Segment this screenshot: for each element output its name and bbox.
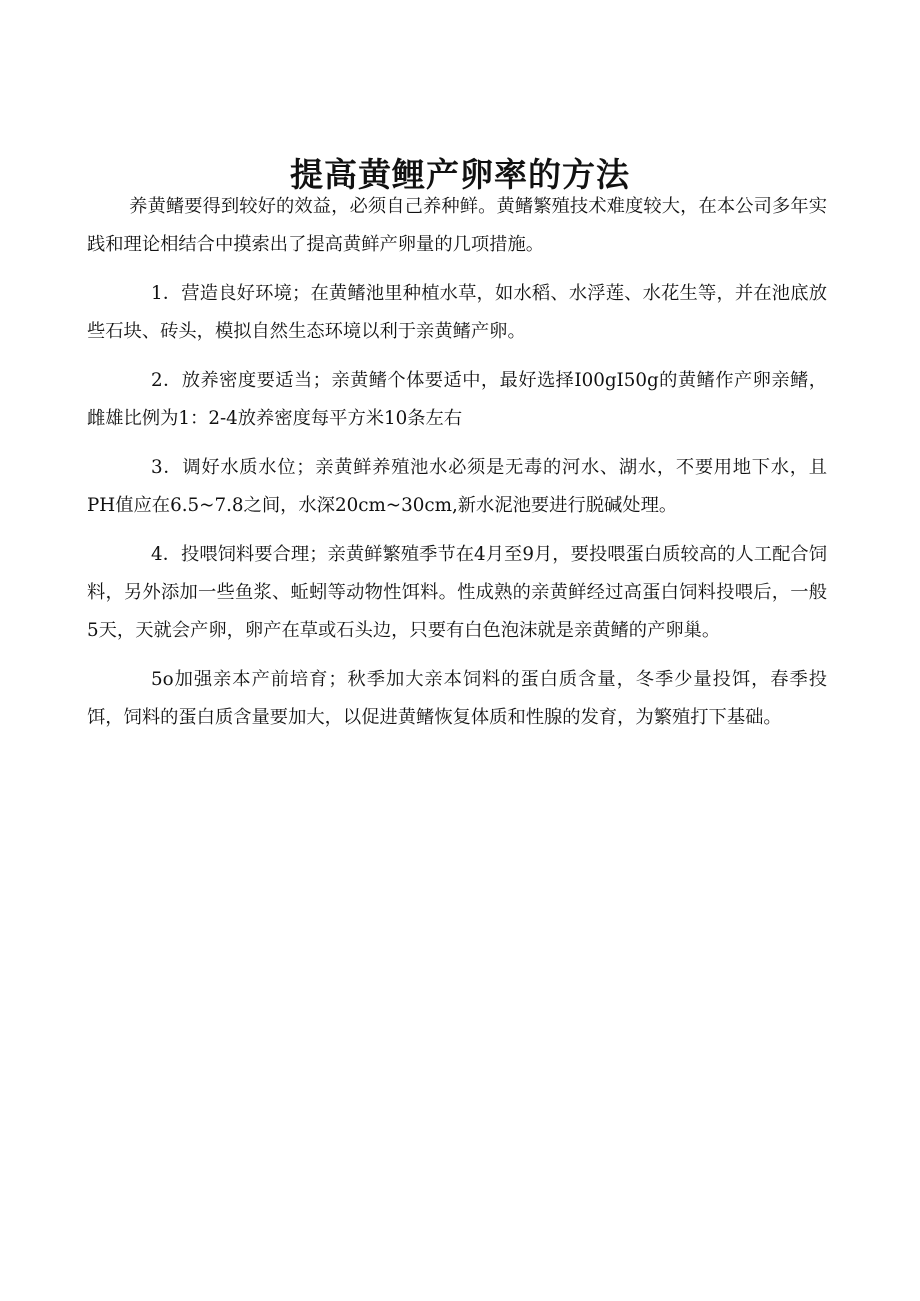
measure-1-paragraph: 1．营造良好环境；在黄鳍池里种植水草，如水稻、水浮莲、水花生等，并在池底放些石块、砖头，模拟自然生态环境以利于亲黄鳍产卵。 bbox=[87, 283, 827, 342]
measure-5-paragraph: 5o加强亲本产前培育；秋季加大亲本饲料的蛋白质含量，冬季少量投饵，春季投饵，饲料的蛋白质含量要加大，以促进黄鳍恢复体质和性腺的发育，为繁殖打下基础。 bbox=[87, 669, 827, 728]
intro-paragraph: 养黄鳍要得到较好的效益，必须自己养种鲜。黄鳍繁殖技术难度较大，在本公司多年实践和理论相结合中摸索出了提高黄鲜产卵量的几项措施。 bbox=[87, 196, 827, 255]
measure-4-paragraph: 4．投喂饲料要合理；亲黄鲜繁殖季节在4月至9月，要投喂蛋白质较高的人工配合饲料，另外添加一些鱼浆、蚯蚓等动物性饵料。性成熟的亲黄鲜经过高蛋白饲料投喂后，一般5天，天就会产卵，卵产在草或石头边，只要有白色泡沫就是亲黄鳍的产卵巢。 bbox=[87, 544, 827, 641]
document-body bbox=[87, 188, 827, 748]
measure-2-paragraph: 2．放养密度要适当；亲黄鳍个体要适中，最好选择I00gI50g的黄鳍作产卵亲鳍，雌雄比例为1：2-4放养密度每平方米10条左右 bbox=[87, 370, 827, 429]
measure-3-paragraph: 3．调好水质水位；亲黄鲜养殖池水必须是无毒的河水、湖水，不要用地下水，且PH值应在6.5~7.8之间，水深20cm~30cm,新水泥池要进行脱碱处理。 bbox=[87, 457, 827, 516]
document-title: 提高黄鲤产卵率的方法 bbox=[290, 155, 630, 195]
